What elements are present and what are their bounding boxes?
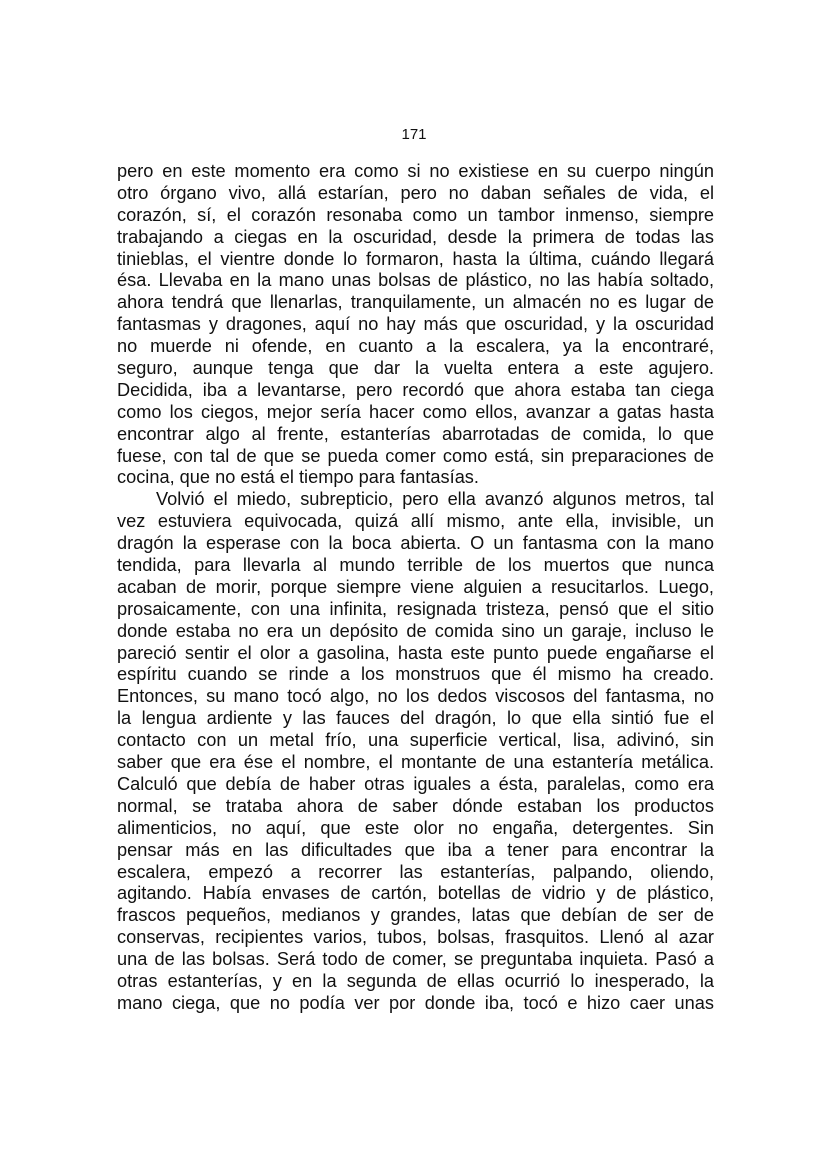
text-line: tendida, para llevarla al mundo terrible de los muertos que nunca [117, 555, 714, 576]
text-line: encontrar algo al frente, estanterías abarrotadas de comida, lo que [117, 423, 714, 444]
text-line: corazón, sí, el corazón resonaba como un tambor inmenso, siempre [117, 204, 714, 225]
text-line: pareció sentir el olor a gasolina, hasta este punto puede engañarse el [117, 642, 714, 663]
text-line: trabajando a ciegas en la oscuridad, desde la primera de todas las [117, 226, 714, 247]
text-line: pero en este momento era como si no existiese en su cuerpo ningún [117, 161, 714, 181]
text-line: frascos pequeños, medianos y grandes, latas que debían de ser de [117, 905, 714, 926]
text-line: fuese, con tal de que se pueda comer como está, sin preparaciones de [117, 445, 714, 466]
text-line: ésa. Llevaba en la mano unas bolsas de plástico, no las había soltado, [117, 270, 714, 291]
text-line: saber que era ése el nombre, el montante de una estantería metálica. [117, 752, 714, 773]
paragraph-1 [117, 161, 714, 489]
text-line: no muerde ni ofende, en cuanto a la escalera, ya la encontraré, [117, 336, 714, 357]
text-line: ahora tendrá que llenarlas, tranquilamente, un almacén no es lugar de [117, 292, 714, 313]
text-line: la lengua ardiente y las fauces del dragón, lo que ella sintió fue el [117, 708, 714, 729]
text-line: acaban de morir, porque siempre viene alguien a resucitarlos. Luego, [117, 576, 714, 597]
page-number: 171 [401, 126, 427, 143]
text-line: espíritu cuando se rinde a los monstruos que él mismo ha creado. [117, 664, 714, 685]
text-line: contacto con un metal frío, una superficie vertical, lisa, adivinó, sin [117, 730, 714, 751]
text-line: Decidida, iba a levantarse, pero recordó que ahora estaba tan ciega [117, 379, 714, 400]
text-line: Calculó que debía de haber otras iguales a ésta, paralelas, como era [117, 773, 714, 794]
text-line: conservas, recipientes varios, tubos, bolsas, frasquitos. Llenó al azar [117, 927, 714, 948]
text-line: tinieblas, el vientre donde lo formaron, hasta la última, cuándo llegará [117, 248, 714, 269]
text-line: otras estanterías, y en la segunda de ellas ocurrió lo inesperado, la [117, 970, 714, 991]
text-line: cocina, que no está el tiempo para fantasías. [117, 467, 479, 488]
text-line: Entonces, su mano tocó algo, no los dedos viscosos del fantasma, no [117, 686, 714, 707]
text-line: fantasmas y dragones, aquí no hay más que oscuridad, y la oscuridad [117, 314, 714, 335]
text-line: otro órgano vivo, allá estarían, pero no daban señales de vida, el [117, 182, 714, 203]
text-line: normal, se trataba ahora de saber dónde estaban los productos [117, 795, 714, 816]
text-line: donde estaba no era un depósito de comida sino un garaje, incluso le [117, 620, 714, 641]
text-line: vez estuviera equivocada, quizá allí mismo, ante ella, invisible, un [117, 511, 714, 532]
paragraph-2 [117, 489, 714, 1014]
text-line: pensar más en las dificultades que iba a tener para encontrar la [117, 839, 714, 860]
text-line: seguro, aunque tenga que dar la vuelta entera a este agujero. [117, 358, 714, 379]
text-line: como los ciegos, mejor sería hacer como ellos, avanzar a gatas hasta [117, 401, 714, 422]
text-line: Volvió el miedo, subrepticio, pero ella avanzó algunos metros, tal [156, 489, 714, 510]
text-line: una de las bolsas. Será todo de comer, se preguntaba inquieta. Pasó a [117, 949, 714, 970]
text-line: escalera, empezó a recorrer las estanterías, palpando, oliendo, [117, 861, 714, 882]
text-line: dragón la esperase con la boca abierta. O un fantasma con la mano [117, 533, 714, 554]
text-line: prosaicamente, con una infinita, resignada tristeza, pensó que el sitio [117, 598, 714, 619]
text-line: alimenticios, no aquí, que este olor no engaña, detergentes. Sin [117, 817, 714, 838]
text-line: mano ciega, que no podía ver por donde iba, tocó e hizo caer unas [117, 992, 714, 1013]
body-text [117, 161, 714, 1015]
text-line: agitando. Había envases de cartón, botellas de vidrio y de plástico, [117, 883, 714, 904]
